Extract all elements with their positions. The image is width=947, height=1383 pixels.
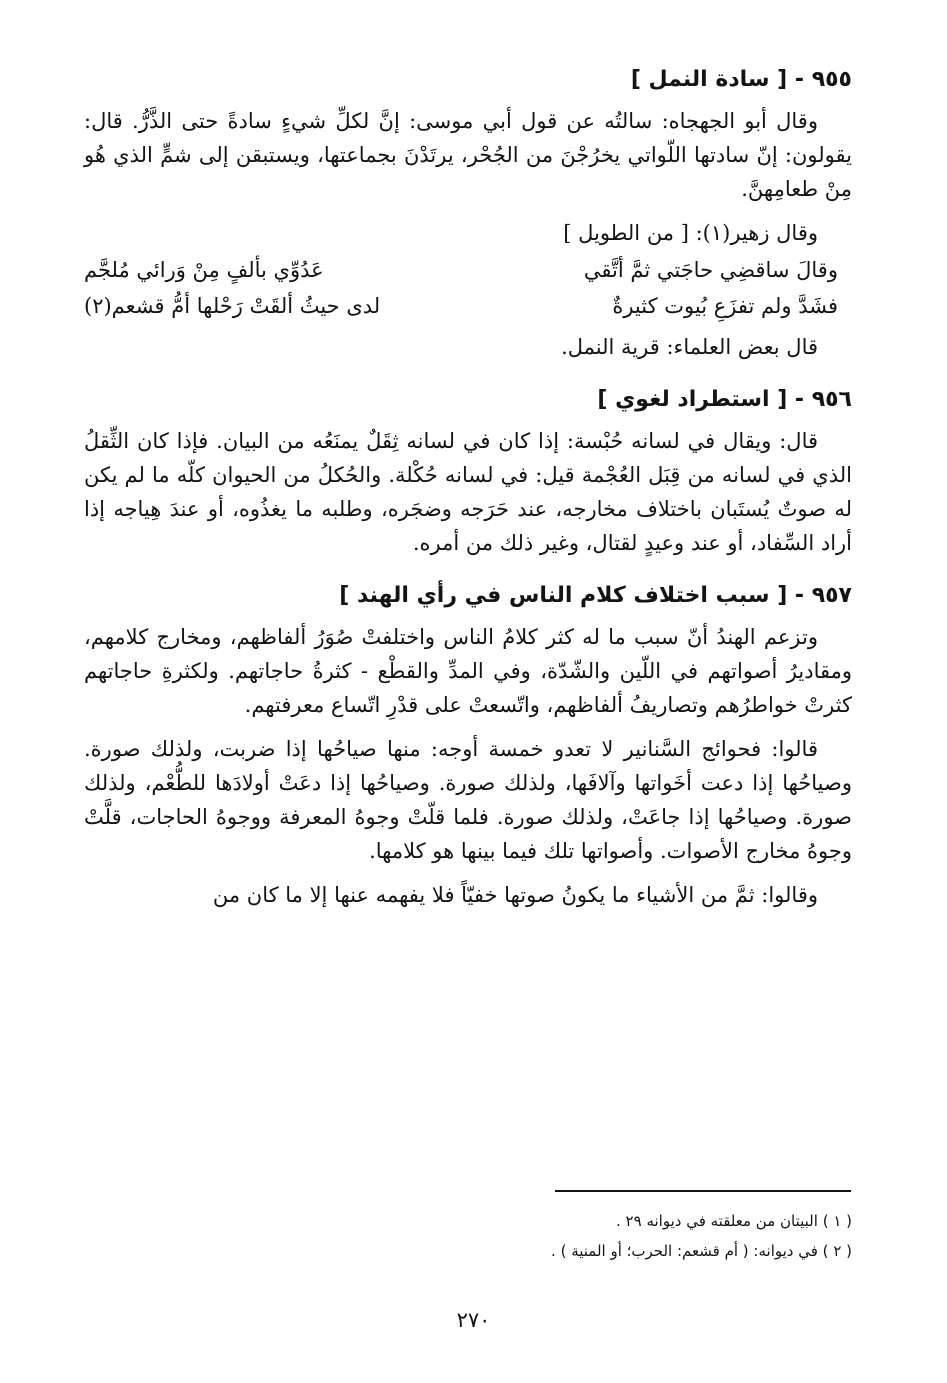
footnote-separator <box>555 1190 851 1192</box>
poem <box>84 252 852 324</box>
footnote: ( ١ ) البيتان من معلقته في ديوانه ٢٩ . <box>616 1212 852 1230</box>
paragraph: وتزعم الهندُ أنّ سبب ما له كثر كلامُ الناس واختلفتْ صُوَرُ ألفاظهم، ومخارج كلامهم، ومقاديرُ أصواتهم في اللّين والشّدّة، وفي المدِّ والقطْع - كثرةُ حاجاتهم. ولكثرةِ حاجاتهم كثرتْ خواطرُهم وتصاريفُ ألفاظهم، واتّسعتْ على قدْرِ اتّساع معرفتهم. <box>84 625 852 717</box>
poem-verse <box>84 252 852 288</box>
paragraph: وقالوا: ثمَّ من الأشياء ما يكونُ صوتها خفيّاً فلا يفهمه عنها إلا ما كان من <box>212 883 818 907</box>
poem-intro: وقال زهير(١): [ من الطويل ] <box>563 221 818 245</box>
section-heading-956: ٩٥٦ - [ استطراد لغوي ] <box>597 387 852 412</box>
section-heading-957: ٩٥٧ - [ سبب اختلاف كلام الناس في رأي الهند ] <box>339 583 852 608</box>
paragraph: وقال أبو الجهجاه: سالتُه عن قول أبي موسى: إنَّ لكلِّ شيءٍ سادةً حتى الذَّرُّ. قال: يقولون: إنّ سادتها اللّواتي يخرُجْنَ من الجُحْر، يرتَدْنَ بجماعتها، ويستبقن إلى شمٍّ الذي هُو مِنْ طعامِهنَّ. <box>84 109 852 201</box>
verse-first-hemistich: فشَدَّ ولم تفزَعِ بُيوت كثيرةٌ <box>612 294 838 318</box>
verse-second-hemistich: عَدُوِّي بألفٍ مِنْ وَرائي مُلجَّم <box>84 258 324 282</box>
paragraph: قال بعض العلماء: قرية النمل. <box>561 335 818 359</box>
footnote: ( ٢ ) في ديوانه: ( أم قشعم: الحرب؛ أو المنية ) . <box>551 1242 852 1260</box>
verse-first-hemistich: وقالَ ساقضِي حاجَتي ثمَّ أتَّقي <box>583 258 838 282</box>
paragraph: قالوا: فحوائج السَّنانير لا تعدو خمسة أوجه: منها صياحُها إذا ضربت، ولذلك صورة. وصياحُها إذا دعت أخَواتها وآلافَها، ولذلك صورة. وصياحُها إذا دعَتْ أولادَها للطُّعْم، ولذلك صورة. وصياحُها إذا جاعَتْ، ولذلك صورة. فلما قلّتْ وجوهُ المعرفة ووجوهُ الحاجات، قلَّتْ وجوهُ مخارج الأصوات. وأصواتها تلك فيما بينها هو كلامها. <box>84 737 852 863</box>
footnotes <box>84 1206 852 1266</box>
verse-second-hemistich: لدى حيثُ ألقَتْ رَحْلها أمُّ قشعم(٢) <box>84 294 381 318</box>
paragraph: قال: ويقال في لسانه حُبْسة: إذا كان في لسانه ثِقَلٌ يمنَعُه من البيان. فإذا كان الثِّقلُ الذي في لسانه من قِبَل العُجْمة قيل: في لسانه حُكْلة. والحُكلُ من الحيوان كلّه ما لم يكن له صوتٌ يُستَبان باختلاف مخارجه، عند حَرَجه وضجَره، وطلبه ما يغذُوه، أو عندَ هِياجه إذا أراد السِّفاد، أو عند وعيدٍ لقتال، وغير ذلك من أمره. <box>84 429 852 555</box>
poem-verse <box>84 288 852 324</box>
page-body <box>84 62 852 912</box>
section-heading-955: ٩٥٥ - [ سادة النمل ] <box>630 67 852 92</box>
page-number: ٢٧٠ <box>456 1308 491 1332</box>
